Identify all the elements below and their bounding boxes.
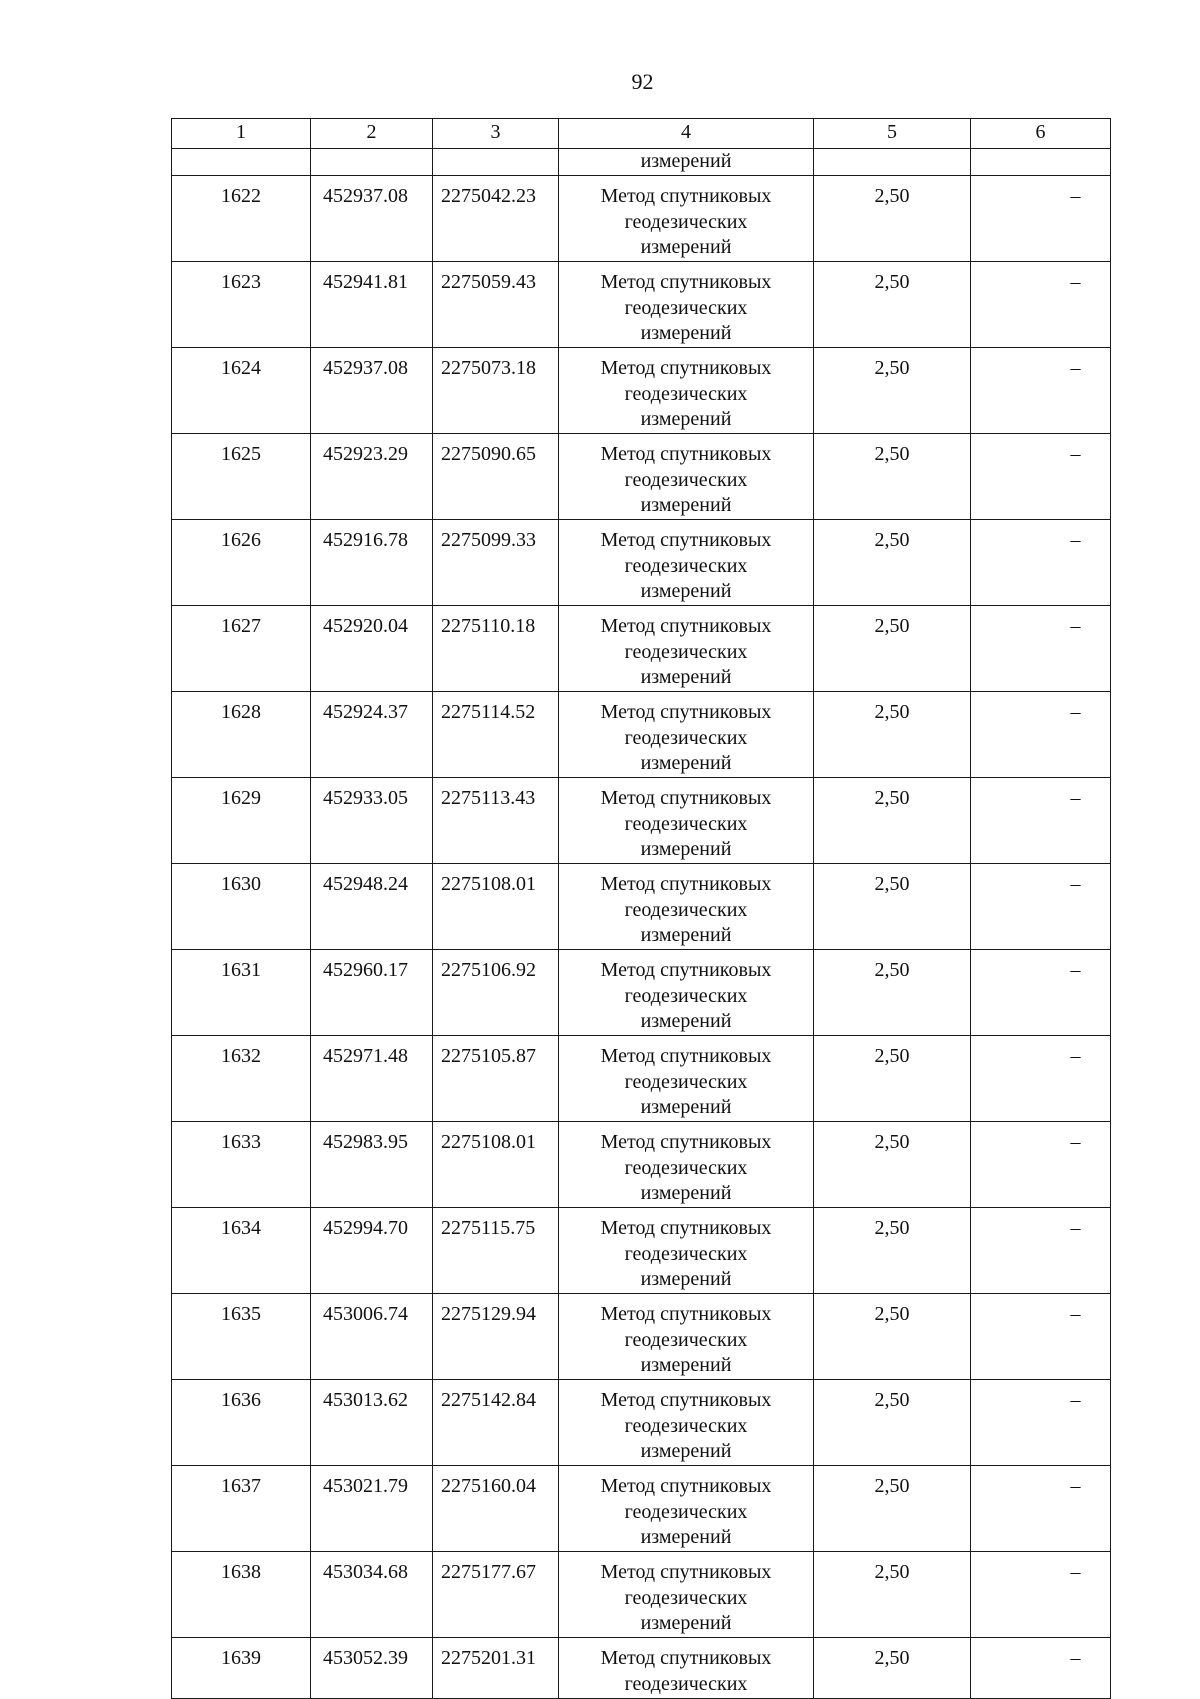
cell-method: [559, 864, 814, 950]
method-line: геодезических: [624, 1672, 748, 1695]
method-line: Метод спутниковых: [600, 1217, 772, 1239]
cell-method: [559, 1208, 814, 1294]
cell-y: 2275201.31: [433, 1638, 559, 1699]
method-line: Метод спутниковых: [600, 357, 772, 379]
method-line: Метод спутниковых: [600, 959, 772, 981]
cell-y: 2275105.87: [433, 1036, 559, 1122]
method-line: геодезических: [624, 1586, 748, 1609]
table-row: [172, 606, 1111, 692]
cell-y: [433, 149, 559, 176]
method-line: измерений: [640, 1612, 732, 1634]
table-row: [172, 176, 1111, 262]
cell-point-number: 1628: [172, 692, 311, 778]
cell-note: –: [971, 434, 1111, 520]
method-line: Метод спутниковых: [600, 1303, 772, 1325]
cell-x: [311, 149, 433, 176]
cell-method: [559, 778, 814, 864]
table-row: [172, 434, 1111, 520]
cell-accuracy: 2,50: [814, 778, 971, 864]
table-row: [172, 1036, 1111, 1122]
method-line: измерений: [640, 1010, 732, 1032]
cell-point-number: 1636: [172, 1380, 311, 1466]
method-line: геодезических: [624, 984, 748, 1007]
cell-y: 2275042.23: [433, 176, 559, 262]
column-header: 4: [559, 119, 814, 149]
method-line: измерений: [640, 924, 732, 946]
cell-x: 452923.29: [311, 434, 433, 520]
cell-accuracy: 2,50: [814, 262, 971, 348]
cell-point-number: 1637: [172, 1466, 311, 1552]
method-line: Метод спутниковых: [600, 1389, 772, 1411]
method-line: геодезических: [624, 1242, 748, 1265]
cell-method: [559, 1552, 814, 1638]
cell-point-number: 1639: [172, 1638, 311, 1699]
method-line: геодезических: [624, 1500, 748, 1523]
method-line: измерений: [640, 838, 732, 860]
column-header: 5: [814, 119, 971, 149]
cell-y: 2275108.01: [433, 1122, 559, 1208]
method-line: Метод спутниковых: [600, 529, 772, 551]
cell-accuracy: 2,50: [814, 950, 971, 1036]
cell-y: 2275142.84: [433, 1380, 559, 1466]
cell-point-number: 1635: [172, 1294, 311, 1380]
continuation-row: [172, 149, 1111, 176]
cell-method: [559, 1380, 814, 1466]
cell-x: 452924.37: [311, 692, 433, 778]
cell-method: [559, 1638, 814, 1699]
cell-x: 453013.62: [311, 1380, 433, 1466]
cell-method: [559, 950, 814, 1036]
cell-note: [971, 149, 1111, 176]
method-line: измерений: [640, 1440, 732, 1462]
cell-method: [559, 1294, 814, 1380]
table-row: [172, 950, 1111, 1036]
method-line: измерений: [640, 1096, 732, 1118]
cell-note: –: [971, 606, 1111, 692]
method-line: измерений: [640, 1268, 732, 1290]
cell-x: 453006.74: [311, 1294, 433, 1380]
method-line: геодезических: [624, 640, 748, 663]
cell-accuracy: 2,50: [814, 606, 971, 692]
table-row: [172, 1466, 1111, 1552]
cell-method: [559, 1122, 814, 1208]
cell-accuracy: 2,50: [814, 1552, 971, 1638]
cell-y: 2275177.67: [433, 1552, 559, 1638]
cell-y: 2275108.01: [433, 864, 559, 950]
column-header: 6: [971, 119, 1111, 149]
cell-x: 452937.08: [311, 176, 433, 262]
cell-accuracy: 2,50: [814, 1466, 971, 1552]
cell-accuracy: 2,50: [814, 1122, 971, 1208]
table-row: [172, 1552, 1111, 1638]
cell-note: –: [971, 1638, 1111, 1699]
cell-method: [559, 348, 814, 434]
method-line: измерений: [640, 1526, 732, 1548]
table-row: [172, 864, 1111, 950]
cell-x: 452937.08: [311, 348, 433, 434]
cell-x: 452933.05: [311, 778, 433, 864]
cell-accuracy: 2,50: [814, 348, 971, 434]
method-line: Метод спутниковых: [600, 1561, 772, 1583]
method-line: геодезических: [624, 468, 748, 491]
cell-point-number: 1633: [172, 1122, 311, 1208]
cell-note: –: [971, 520, 1111, 606]
table-row: [172, 1208, 1111, 1294]
cell-method: [559, 1036, 814, 1122]
cell-x: 452916.78: [311, 520, 433, 606]
cell-y: 2275073.18: [433, 348, 559, 434]
method-line: измерений: [640, 494, 732, 516]
method-line: геодезических: [624, 1070, 748, 1093]
cell-point-number: 1632: [172, 1036, 311, 1122]
cell-accuracy: 2,50: [814, 1208, 971, 1294]
cell-point-number: 1626: [172, 520, 311, 606]
cell-accuracy: 2,50: [814, 1036, 971, 1122]
cell-method: [559, 434, 814, 520]
method-line: измерений: [640, 236, 732, 258]
table-row: [172, 348, 1111, 434]
cell-note: –: [971, 950, 1111, 1036]
cell-method: [559, 692, 814, 778]
method-line: измерений: [640, 322, 732, 344]
method-line: измерений: [640, 580, 732, 602]
cell-method: [559, 606, 814, 692]
cell-point-number: 1624: [172, 348, 311, 434]
cell-x: 452971.48: [311, 1036, 433, 1122]
method-line: Метод спутниковых: [600, 1647, 772, 1669]
cell-note: –: [971, 864, 1111, 950]
cell-point-number: 1623: [172, 262, 311, 348]
cell-accuracy: 2,50: [814, 434, 971, 520]
cell-y: 2275106.92: [433, 950, 559, 1036]
cell-x: 453021.79: [311, 1466, 433, 1552]
method-line: измерений: [640, 752, 732, 774]
cell-accuracy: 2,50: [814, 692, 971, 778]
cell-note: –: [971, 778, 1111, 864]
method-line: Метод спутниковых: [600, 873, 772, 895]
cell-note: –: [971, 1036, 1111, 1122]
method-line: Метод спутниковых: [600, 701, 772, 723]
cell-point-number: 1622: [172, 176, 311, 262]
cell-y: 2275114.52: [433, 692, 559, 778]
cell-point-number: 1638: [172, 1552, 311, 1638]
method-line: геодезических: [624, 382, 748, 405]
cell-accuracy: 2,50: [814, 864, 971, 950]
method-line: измерений: [640, 1182, 732, 1204]
cell-note: –: [971, 1294, 1111, 1380]
method-line: геодезических: [624, 554, 748, 577]
method-line: Метод спутниковых: [600, 443, 772, 465]
method-line: измерений: [640, 408, 732, 430]
table-row: [172, 692, 1111, 778]
table-row: [172, 1122, 1111, 1208]
column-header: 2: [311, 119, 433, 149]
cell-accuracy: 2,50: [814, 1380, 971, 1466]
cell-note: –: [971, 1466, 1111, 1552]
cell-y: 2275059.43: [433, 262, 559, 348]
cell-method: измерений: [559, 149, 814, 176]
method-line: Метод спутниковых: [600, 787, 772, 809]
method-line: геодезических: [624, 296, 748, 319]
page-number: 92: [631, 69, 654, 94]
cell-note: –: [971, 176, 1111, 262]
cell-method: [559, 262, 814, 348]
method-line: геодезических: [624, 898, 748, 921]
cell-point-number: 1634: [172, 1208, 311, 1294]
cell-x: 452948.24: [311, 864, 433, 950]
cell-accuracy: 2,50: [814, 1294, 971, 1380]
cell-x: 452941.81: [311, 262, 433, 348]
method-line: измерений: [640, 1354, 732, 1376]
method-line: геодезических: [624, 812, 748, 835]
cell-point-number: [172, 149, 311, 176]
cell-note: –: [971, 692, 1111, 778]
method-line: Метод спутниковых: [600, 1475, 772, 1497]
coordinates-table: [171, 118, 1111, 1699]
method-line: измерений: [640, 666, 732, 688]
cell-y: 2275090.65: [433, 434, 559, 520]
cell-y: 2275160.04: [433, 1466, 559, 1552]
cell-accuracy: 2,50: [814, 176, 971, 262]
method-line: геодезических: [624, 1328, 748, 1351]
cell-y: 2275110.18: [433, 606, 559, 692]
method-line: Метод спутниковых: [600, 1131, 772, 1153]
table-row: [172, 778, 1111, 864]
cell-x: 452983.95: [311, 1122, 433, 1208]
table-row: [172, 1294, 1111, 1380]
column-header: 3: [433, 119, 559, 149]
cell-y: 2275115.75: [433, 1208, 559, 1294]
cell-accuracy: 2,50: [814, 1638, 971, 1699]
cell-point-number: 1631: [172, 950, 311, 1036]
cell-note: –: [971, 1208, 1111, 1294]
table-row: [172, 1638, 1111, 1699]
method-line: Метод спутниковых: [600, 185, 772, 207]
column-header: 1: [172, 119, 311, 149]
cell-x: 453034.68: [311, 1552, 433, 1638]
table-row: [172, 1380, 1111, 1466]
cell-point-number: 1627: [172, 606, 311, 692]
method-line: геодезических: [624, 1414, 748, 1437]
cell-y: 2275099.33: [433, 520, 559, 606]
cell-method: [559, 520, 814, 606]
table-row: [172, 262, 1111, 348]
header-row: [172, 119, 1111, 149]
cell-method: [559, 1466, 814, 1552]
cell-x: 452920.04: [311, 606, 433, 692]
cell-x: 452960.17: [311, 950, 433, 1036]
cell-point-number: 1629: [172, 778, 311, 864]
cell-method: [559, 176, 814, 262]
cell-x: 452994.70: [311, 1208, 433, 1294]
cell-y: 2275129.94: [433, 1294, 559, 1380]
table-row: [172, 520, 1111, 606]
method-line: геодезических: [624, 726, 748, 749]
cell-accuracy: 2,50: [814, 520, 971, 606]
cell-note: –: [971, 348, 1111, 434]
cell-note: –: [971, 1380, 1111, 1466]
method-line: Метод спутниковых: [600, 615, 772, 637]
cell-point-number: 1625: [172, 434, 311, 520]
cell-note: –: [971, 1122, 1111, 1208]
cell-point-number: 1630: [172, 864, 311, 950]
cell-note: –: [971, 1552, 1111, 1638]
cell-y: 2275113.43: [433, 778, 559, 864]
method-line: Метод спутниковых: [600, 1045, 772, 1067]
method-line: Метод спутниковых: [600, 271, 772, 293]
cell-accuracy: [814, 149, 971, 176]
cell-note: –: [971, 262, 1111, 348]
method-line: геодезических: [624, 210, 748, 233]
method-line: геодезических: [624, 1156, 748, 1179]
cell-x: 453052.39: [311, 1638, 433, 1699]
